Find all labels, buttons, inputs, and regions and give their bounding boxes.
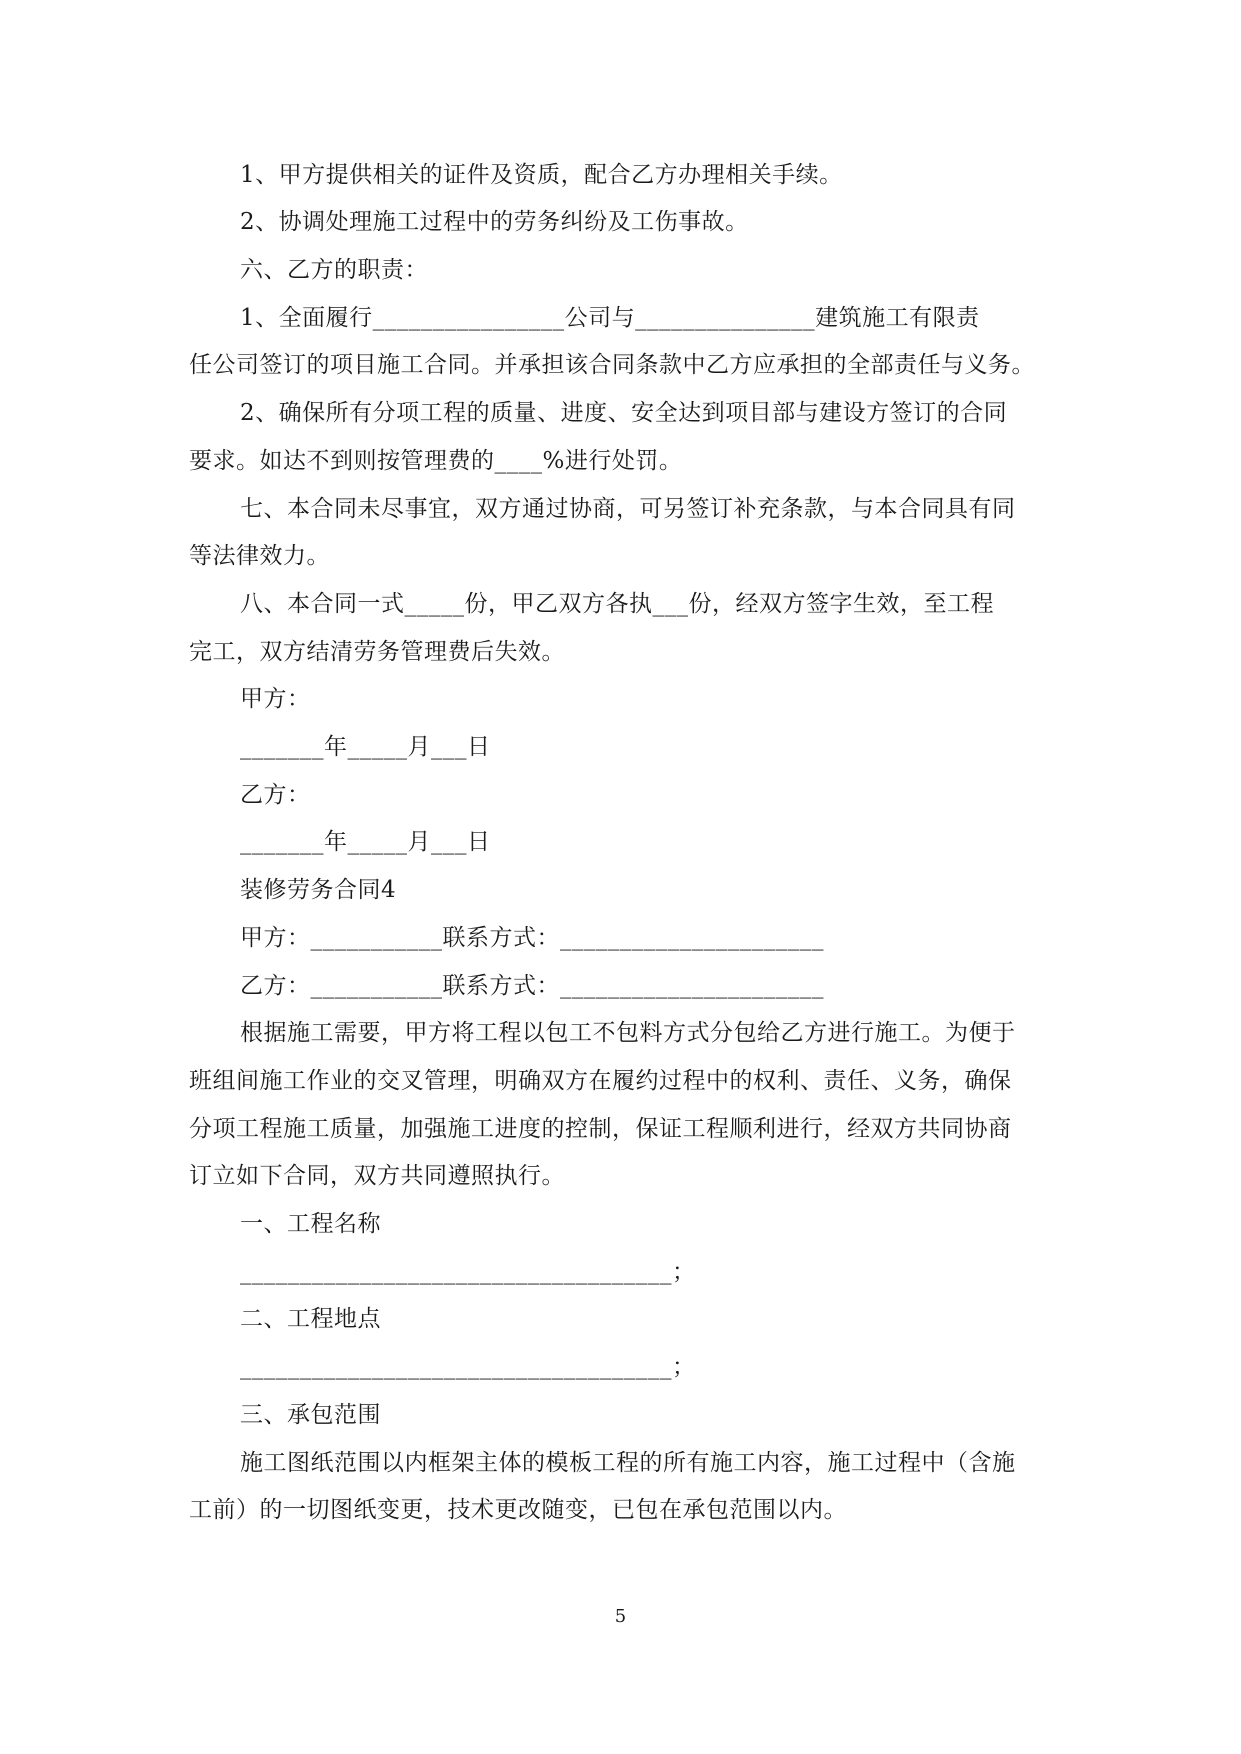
project-location-blank: ____________________________________； — [240, 1354, 696, 1380]
signature-party-b-date: _______年_____月___日 — [240, 829, 491, 855]
section-7-line-2: 等法律效力。 — [189, 543, 330, 569]
section-7-line-1: 七、本合同未尽事宜，双方通过协商，可另签订补充条款，与本合同具有同 — [240, 496, 1016, 522]
party-b-duty-1-line-2: 任公司签订的项目施工合同。并承担该合同条款中乙方应承担的全部责任与义务。 — [189, 352, 1035, 378]
signature-party-a-date: _______年_____月___日 — [240, 734, 491, 760]
preamble-line-4: 订立如下合同，双方共同遵照执行。 — [189, 1163, 565, 1189]
party-b-duty-2-line-1: 2、确保所有分项工程的质量、进度、安全达到项目部与建设方签订的合同 — [240, 400, 1008, 426]
party-a-contact-line: 甲方：___________联系方式：______________________ — [240, 925, 824, 951]
section-project-location-heading: 二、工程地点 — [240, 1306, 381, 1332]
preamble-line-1: 根据施工需要，甲方将工程以包工不包料方式分包给乙方进行施工。为便于 — [240, 1020, 1016, 1046]
party-a-duty-1: 1、甲方提供相关的证件及资质，配合乙方办理相关手续。 — [240, 162, 843, 188]
project-name-blank: ____________________________________； — [240, 1259, 696, 1285]
party-b-duty-1-line-1: 1、全面履行________________公司与_______________建筑施工有限责 — [240, 305, 980, 331]
section-heading-party-b-duties: 六、乙方的职责： — [240, 257, 428, 283]
page-number: 5 — [614, 1606, 627, 1627]
section-8-line-2: 完工，双方结清劳务管理费后失效。 — [189, 639, 565, 665]
section-scope-heading: 三、承包范围 — [240, 1402, 381, 1428]
party-b-duty-2-line-2: 要求。如达不到则按管理费的____%进行处罚。 — [189, 448, 683, 474]
section-project-name-heading: 一、工程名称 — [240, 1211, 381, 1237]
signature-party-a-label: 甲方： — [240, 686, 311, 712]
signature-party-b-label: 乙方： — [240, 782, 311, 808]
preamble-line-2: 班组间施工作业的交叉管理，明确双方在履约过程中的权利、责任、义务，确保 — [189, 1068, 1012, 1094]
contract-title: 装修劳务合同4 — [240, 877, 397, 903]
preamble-line-3: 分项工程施工质量，加强施工进度的控制，保证工程顺利进行，经双方共同协商 — [189, 1116, 1012, 1142]
scope-line-2: 工前）的一切图纸变更，技术更改随变，已包在承包范围以内。 — [189, 1497, 847, 1523]
scope-line-1: 施工图纸范围以内框架主体的模板工程的所有施工内容，施工过程中（含施 — [240, 1450, 1016, 1476]
section-8-line-1: 八、本合同一式_____份，甲乙双方各执___份，经双方签字生效，至工程 — [240, 591, 994, 617]
party-a-duty-2: 2、协调处理施工过程中的劳务纠纷及工伤事故。 — [240, 209, 749, 235]
party-b-contact-line: 乙方：___________联系方式：______________________ — [240, 973, 824, 999]
